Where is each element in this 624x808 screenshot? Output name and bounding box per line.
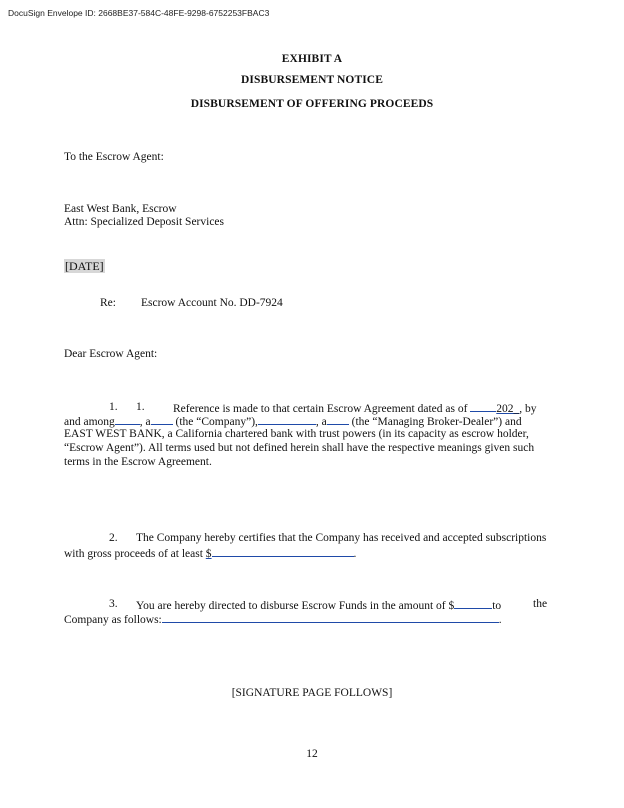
signature-page-follows: [SIGNATURE PAGE FOLLOWS] — [231, 687, 393, 699]
agreement-year: 202_ — [496, 403, 520, 415]
party-blank-1[interactable] — [115, 414, 140, 425]
address-line-1: East West Bank, Escrow — [64, 203, 177, 215]
date-field[interactable] — [64, 260, 105, 273]
greeting: Dear Escrow Agent: — [64, 348, 158, 360]
para3-currency: $ — [448, 600, 455, 612]
para1-line1-end: , by — [519, 403, 537, 415]
re-account-number: Escrow Account No. DD-7924 — [141, 297, 283, 309]
broker-dealer-name-blank[interactable] — [258, 414, 316, 425]
disbursement-instructions-blank[interactable] — [162, 612, 499, 623]
disburse-amount-blank[interactable] — [454, 598, 492, 609]
party-blank-2[interactable] — [151, 414, 173, 425]
para1-line2 — [64, 414, 522, 429]
exhibit-heading: EXHIBIT A — [281, 53, 343, 65]
para3-prefix: Company as follows: — [64, 614, 162, 626]
para2-prefix: with gross proceeds of at least — [64, 548, 203, 560]
para2-number: 2. — [109, 532, 118, 544]
para1-a-2: , a — [315, 416, 327, 428]
page-number: 12 — [306, 748, 318, 760]
para1-a-1: , a — [139, 416, 151, 428]
para3-line2 — [64, 612, 502, 627]
para3-number: 3. — [109, 598, 118, 610]
subject-heading: DISBURSEMENT OF OFFERING PROCEEDS — [190, 98, 434, 110]
para1-line4: “Escrow Agent”). All terms used but not defined herein shall have the respective meanings given such — [64, 442, 535, 454]
para2-end: . — [353, 548, 357, 560]
para3-line1 — [136, 598, 501, 613]
notice-heading: DISBURSEMENT NOTICE — [241, 74, 383, 86]
para1-managing-broker-dealer: (the “Managing Broker-Dealer”) and — [351, 416, 522, 428]
para1-number: 1. — [109, 401, 118, 413]
para1-and-among: and among — [64, 416, 115, 428]
para1-company: (the “Company”), — [175, 416, 258, 428]
para2-line2 — [64, 546, 356, 561]
para3-text: You are hereby directed to disburse Escrow Funds in the amount of — [136, 600, 446, 612]
para1-line3: EAST WEST BANK, a California chartered bank with trust powers (in its capacity as escrow holder, — [64, 428, 529, 440]
agreement-day-blank[interactable] — [470, 401, 496, 412]
date-placeholder: [DATE] — [65, 259, 104, 273]
salutation-to: To the Escrow Agent: — [64, 151, 164, 163]
para2-currency: $ — [205, 548, 212, 560]
para3-to: to — [492, 600, 502, 612]
docusign-envelope-id: DocuSign Envelope ID: 2668BE37-584C-48FE-9298-6752253FBAC3 — [8, 8, 270, 18]
broker-dealer-type-blank[interactable] — [327, 414, 349, 425]
para1-line1-text: Reference is made to that certain Escrow Agreement dated as of — [173, 403, 468, 415]
address-line-2: Attn: Specialized Deposit Services — [64, 216, 225, 228]
para3-end: . — [498, 614, 502, 626]
para1-line5: terms in the Escrow Agreement. — [64, 456, 212, 468]
para2-line1: The Company hereby certifies that the Company has received and accepted subscriptions — [136, 532, 547, 544]
para3-the: the — [533, 598, 548, 610]
gross-proceeds-blank[interactable] — [212, 546, 354, 557]
re-label: Re: — [100, 297, 116, 309]
para1-sub-number: 1. — [136, 401, 145, 413]
